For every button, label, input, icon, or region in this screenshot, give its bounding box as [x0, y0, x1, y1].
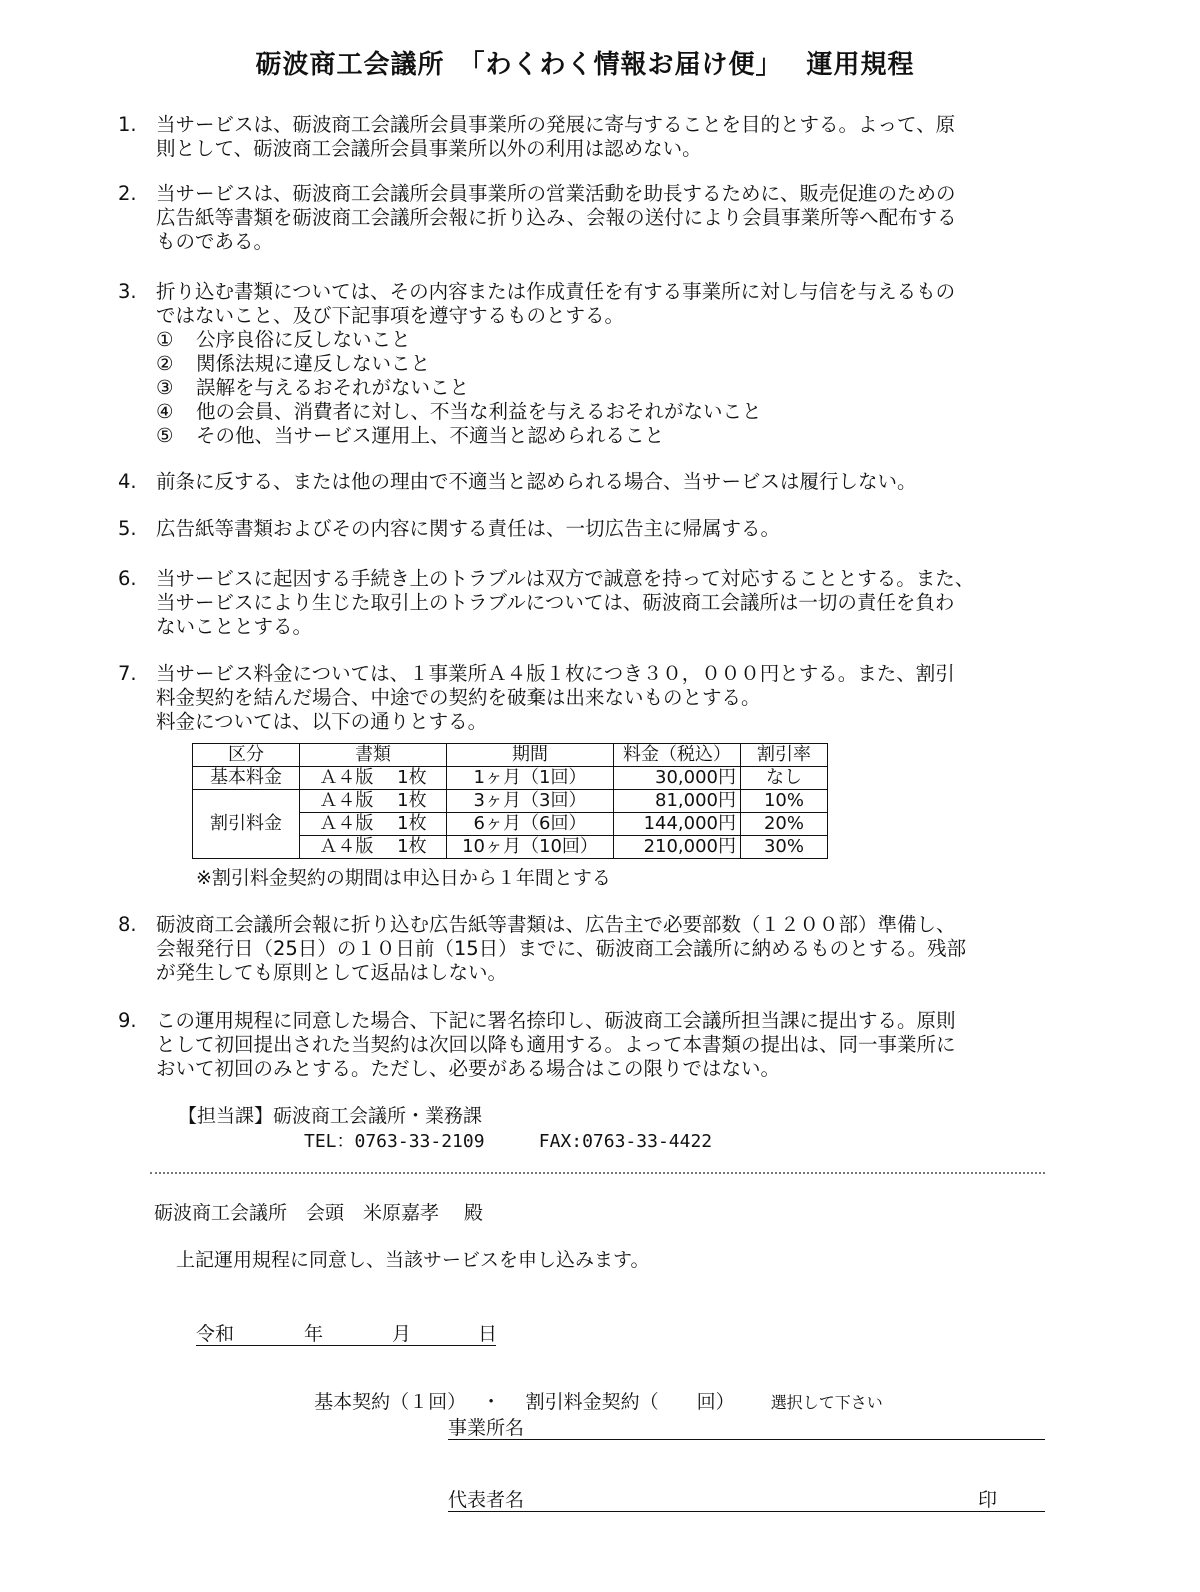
clause-7: [118, 662, 1048, 734]
clause-line: 広告紙等書類およびその内容に関する責任は、一切広告主に帰属する。: [156, 517, 781, 540]
business-name-field[interactable]: [448, 1413, 1045, 1440]
date-day-label: 日: [478, 1323, 498, 1345]
clause-number: 2.: [118, 182, 137, 205]
cut-line-divider: [150, 1172, 1045, 1174]
representative-name-label: 代表者名: [448, 1489, 525, 1511]
clause-line: 折り込む書類については、その内容または作成責任を有する事業所に対し与信を与えるもの: [156, 280, 956, 303]
rule-item-mark: ①: [156, 328, 174, 351]
period-cell: 6ヶ月（6回）: [447, 813, 614, 836]
rule-item-mark: ④: [156, 400, 174, 423]
date-era-label: 令和: [196, 1323, 235, 1345]
rule-item-text: 関係法規に違反しないこと: [196, 352, 431, 375]
clause-6: [118, 567, 1048, 639]
rule-item-text: その他、当サービス運用上、不適当と認められること: [196, 424, 665, 447]
rule-item-mark: ②: [156, 352, 174, 375]
column-header: 料金（税込）: [614, 744, 741, 767]
column-header: 区分: [193, 744, 300, 767]
clause-line: 広告紙等書類を砺波商工会議所会報に折り込み、会報の送付により会員事業所等へ配布する: [156, 206, 957, 229]
clause-line: 砺波商工会議所会報に折り込む広告紙等書類は、広告主で必要部数（１２００部）準備し、: [156, 913, 956, 936]
clause-line: この運用規程に同意した場合、下記に署名捺印し、砺波商工会議所担当課に提出する。原則: [156, 1009, 956, 1032]
contact-phones: TEL：0763-33-2109 FAX:0763-33-4422: [304, 1131, 713, 1152]
rule-item: [156, 424, 1048, 448]
document-cell: Ａ４版 1枚: [300, 813, 447, 836]
clause-line: 当サービスは、砺波商工会議所会員事業所の営業活動を助長するために、販売促進のための: [156, 182, 956, 205]
clause-number: 8.: [118, 913, 137, 936]
rate-cell: 10%: [741, 790, 828, 813]
plan-options[interactable]: 基本契約（１回） ・ 割引料金契約（ 回）: [314, 1391, 735, 1413]
rule-item-mark: ③: [156, 376, 174, 399]
business-name-label: 事業所名: [448, 1417, 525, 1439]
plan-hint: 選択して下さい: [770, 1393, 883, 1412]
clause-line: が発生しても原則として返品はしない。: [156, 961, 508, 984]
clause-line: 前条に反する、または他の理由で不適当と認められる場合、当サービスは履行しない。: [156, 470, 917, 493]
table-row: [193, 790, 828, 813]
document-cell: Ａ４版 1枚: [300, 836, 447, 859]
clause-number: 3.: [118, 280, 137, 303]
category-cell: 割引料金: [193, 790, 300, 859]
date-year-label: 年: [304, 1323, 324, 1345]
clause-number: 7.: [118, 662, 137, 685]
clause-line: 会報発行日（25日）の１０日前（15日）までに、砺波商工会議所に納めるものとする。残部: [156, 937, 967, 960]
clause-line: 料金については、以下の通りとする。: [156, 710, 488, 733]
addressee: 砺波商工会議所 会頭 米原嘉孝 殿: [154, 1202, 484, 1224]
fee-cell: 30,000円: [614, 767, 741, 790]
document-cell: Ａ４版 1枚: [300, 767, 447, 790]
clause-line: 当サービスに起因する手続き上のトラブルは双方で誠意を持って対応することとする。また、: [156, 567, 975, 590]
contact-block: [178, 1103, 712, 1155]
clause-line: 当サービスにより生じた取引上のトラブルについては、砺波商工会議所は一切の責任を負わ: [156, 591, 955, 614]
period-cell: 1ヶ月（1回）: [447, 767, 614, 790]
document-cell: Ａ４版 1枚: [300, 790, 447, 813]
clause-line: 料金契約を結んだ場合、中途での契約を破棄は出来ないものとする。: [156, 686, 761, 709]
clause-line: ものである。: [156, 230, 274, 253]
rule-item-text: 他の会員、消費者に対し、不当な利益を与えるおそれがないこと: [196, 400, 762, 423]
contact-label: 【担当課】砺波商工会議所・業務課: [178, 1105, 483, 1127]
rule-item-mark: ⑤: [156, 424, 174, 447]
clause-line: ないこととする。: [156, 615, 313, 638]
clause-number: 4.: [118, 470, 137, 493]
seal-mark: 印: [978, 1489, 998, 1511]
period-cell: 10ヶ月（10回）: [447, 836, 614, 859]
clause-line: 当サービスは、砺波商工会議所会員事業所の発展に寄与することを目的とする。よって、原: [156, 113, 956, 136]
clause-line: おいて初回のみとする。ただし、必要がある場合はこの限りではない。: [156, 1057, 781, 1080]
category-cell: 基本料金: [193, 767, 300, 790]
rule-item-text: 公序良俗に反しないこと: [196, 328, 411, 351]
column-header: 期間: [447, 744, 614, 767]
period-cell: 3ヶ月（3回）: [447, 790, 614, 813]
representative-name-field[interactable]: [448, 1485, 1045, 1512]
clause-line: 当サービス料金については、１事業所Ａ４版１枚につき３０，０００円とする。また、割引: [156, 662, 955, 685]
rate-cell: なし: [741, 767, 828, 790]
clause-number: 1.: [118, 113, 137, 136]
fee-cell: 210,000円: [614, 836, 741, 859]
date-month-label: 月: [392, 1323, 412, 1345]
document-title: 砺波商工会議所 「わくわく情報お届け便」 運用規程: [255, 50, 915, 80]
date-field[interactable]: [196, 1319, 496, 1346]
clause-1: [118, 113, 1048, 161]
rule-item: [156, 328, 1048, 352]
clause-line: ではないこと、及び下記事項を遵守するものとする。: [156, 304, 625, 327]
table-row: [193, 767, 828, 790]
clause-2: [118, 182, 1048, 254]
clause-line: 則として、砺波商工会議所会員事業所以外の利用は認めない。: [156, 137, 702, 160]
column-header: 割引率: [741, 744, 828, 767]
clause-4: [118, 470, 1048, 494]
clause-number: 9.: [118, 1009, 137, 1032]
plan-selection[interactable]: [302, 1365, 883, 1414]
rule-item: [156, 352, 1048, 376]
clause-9: [118, 1009, 1048, 1081]
fee-table-header-row: [193, 744, 828, 767]
clause-number: 6.: [118, 567, 137, 590]
rule-item: [156, 376, 1048, 400]
column-header: 書類: [300, 744, 447, 767]
clause-3: [118, 280, 1048, 448]
clause-5: [118, 517, 1048, 541]
rule-item: [156, 400, 1048, 424]
fee-cell: 81,000円: [614, 790, 741, 813]
rate-cell: 20%: [741, 813, 828, 836]
agreement-statement: 上記運用規程に同意し、当該サービスを申し込みます。: [176, 1249, 650, 1271]
clause-8: [118, 913, 1048, 985]
clause-number: 5.: [118, 517, 137, 540]
discount-note: ※割引料金契約の期間は申込日から１年間とする: [196, 867, 611, 889]
clause-line: として初回提出された当契約は次回以降も適用する。よって本書類の提出は、同一事業所に: [156, 1033, 956, 1056]
rule-item-text: 誤解を与えるおそれがないこと: [196, 376, 470, 399]
rate-cell: 30%: [741, 836, 828, 859]
fee-cell: 144,000円: [614, 813, 741, 836]
fee-table: [192, 743, 828, 859]
